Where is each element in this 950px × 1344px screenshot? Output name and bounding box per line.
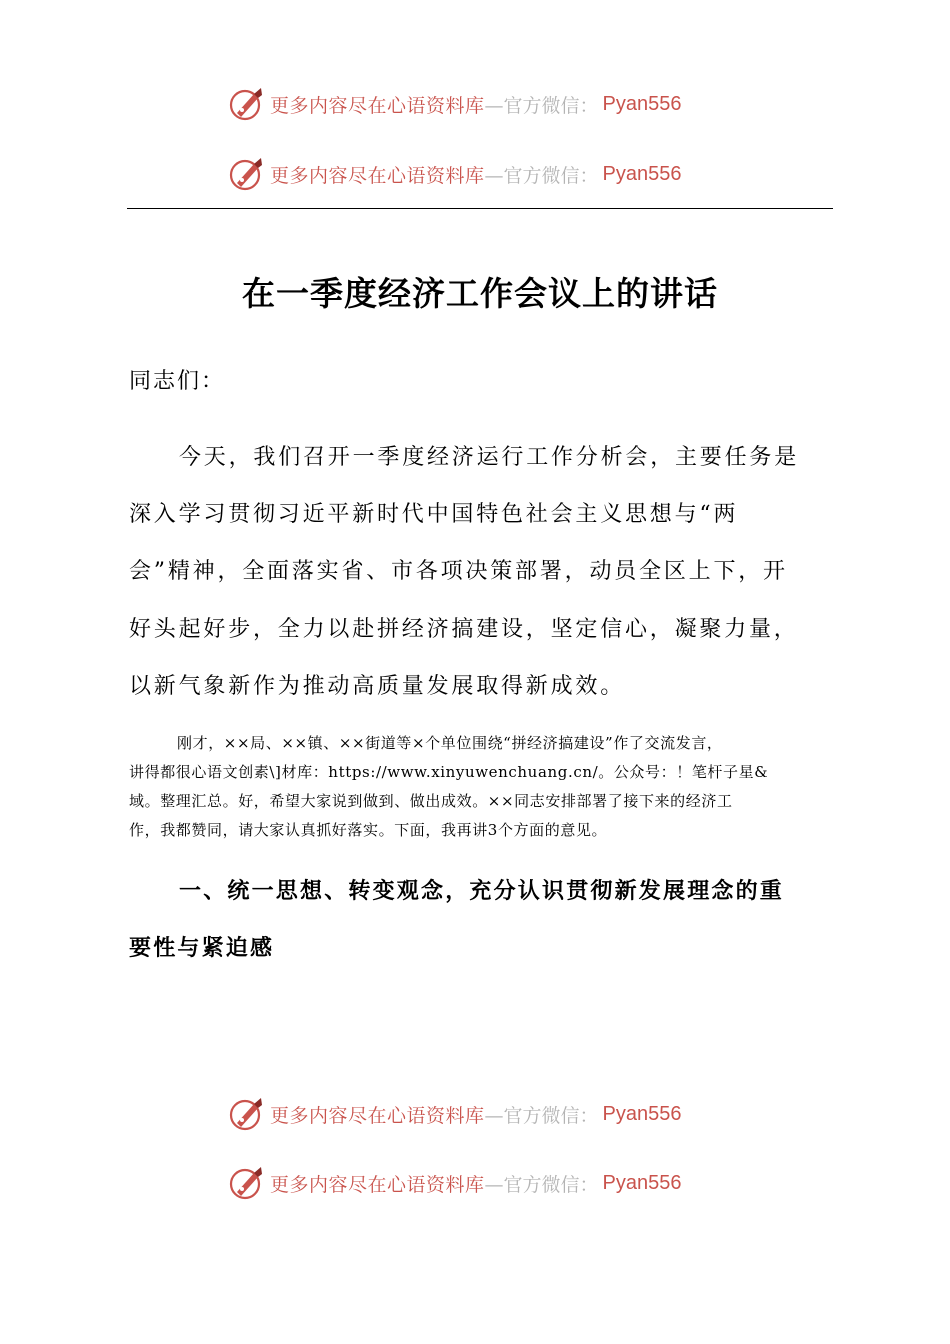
banner-separator-text: —官方微信：: [484, 1104, 599, 1127]
paragraph-1-line: 会”精神，全面落实省、市各项决策部署，动员全区上下，开: [129, 559, 788, 584]
header-divider: [127, 208, 833, 209]
section-heading-1-line: 要性与紧迫感: [129, 936, 275, 961]
banner-separator-text: —官方微信：: [484, 94, 599, 117]
watermark-banner-bottom-2: [228, 1163, 748, 1203]
banner-wechat-id: Pyan556: [602, 1102, 682, 1125]
paragraph-1-line: 好头起好步，全力以赴拼经济搞建设，坚定信心，凝聚力量，: [129, 617, 799, 642]
banner-main-text: 更多内容尽在心语资料库: [270, 1173, 485, 1196]
paragraph-2-line: 域。整理汇总。好，希望大家说到做到、做出成效。××同志安排部署了接下来的经济工: [129, 792, 733, 810]
banner-separator-text: —官方微信：: [484, 1173, 599, 1196]
banner-main-text: 更多内容尽在心语资料库: [270, 164, 485, 187]
watermark-banner-bottom-1: [228, 1094, 748, 1134]
paragraph-1-line: 深入学习贯彻习近平新时代中国特色社会主义思想与“两: [129, 502, 739, 527]
document-title: 在一季度经济工作会议上的讲话: [242, 274, 718, 313]
pen-nib-logo-icon: [228, 156, 264, 192]
watermark-banner-top-2: [228, 154, 748, 194]
banner-separator-text: —官方微信：: [484, 164, 599, 187]
pen-nib-logo-icon: [228, 86, 264, 122]
banner-wechat-id: Pyan556: [602, 162, 682, 185]
paragraph-2-line: 讲得都很心语文创素\]材库：https://www.xinyuwenchuang.cn/。公众号：！笔杆子星&: [129, 763, 769, 781]
section-heading-1-line: 一、统一思想、转变观念，充分认识贯彻新发展理念的重: [179, 879, 785, 904]
banner-main-text: 更多内容尽在心语资料库: [270, 94, 485, 117]
paragraph-1-line: 今天，我们召开一季度经济运行工作分析会，主要任务是: [179, 445, 800, 470]
paragraph-2-line: 刚才，××局、××镇、××街道等×个单位围绕“拼经济搞建设”作了交流发言，: [177, 734, 723, 752]
banner-wechat-id: Pyan556: [602, 1171, 682, 1194]
paragraph-1-line: 以新气象新作为推动高质量发展取得新成效。: [129, 674, 626, 699]
banner-wechat-id: Pyan556: [602, 92, 682, 115]
pen-nib-logo-icon: [228, 1096, 264, 1132]
salutation: 同志们：: [129, 369, 226, 394]
banner-main-text: 更多内容尽在心语资料库: [270, 1104, 485, 1127]
pen-nib-logo-icon: [228, 1165, 264, 1201]
paragraph-2-line: 作，我都赞同，请大家认真抓好落实。下面，我再讲3个方面的意见。: [129, 821, 608, 839]
watermark-banner-top-1: [228, 84, 748, 124]
